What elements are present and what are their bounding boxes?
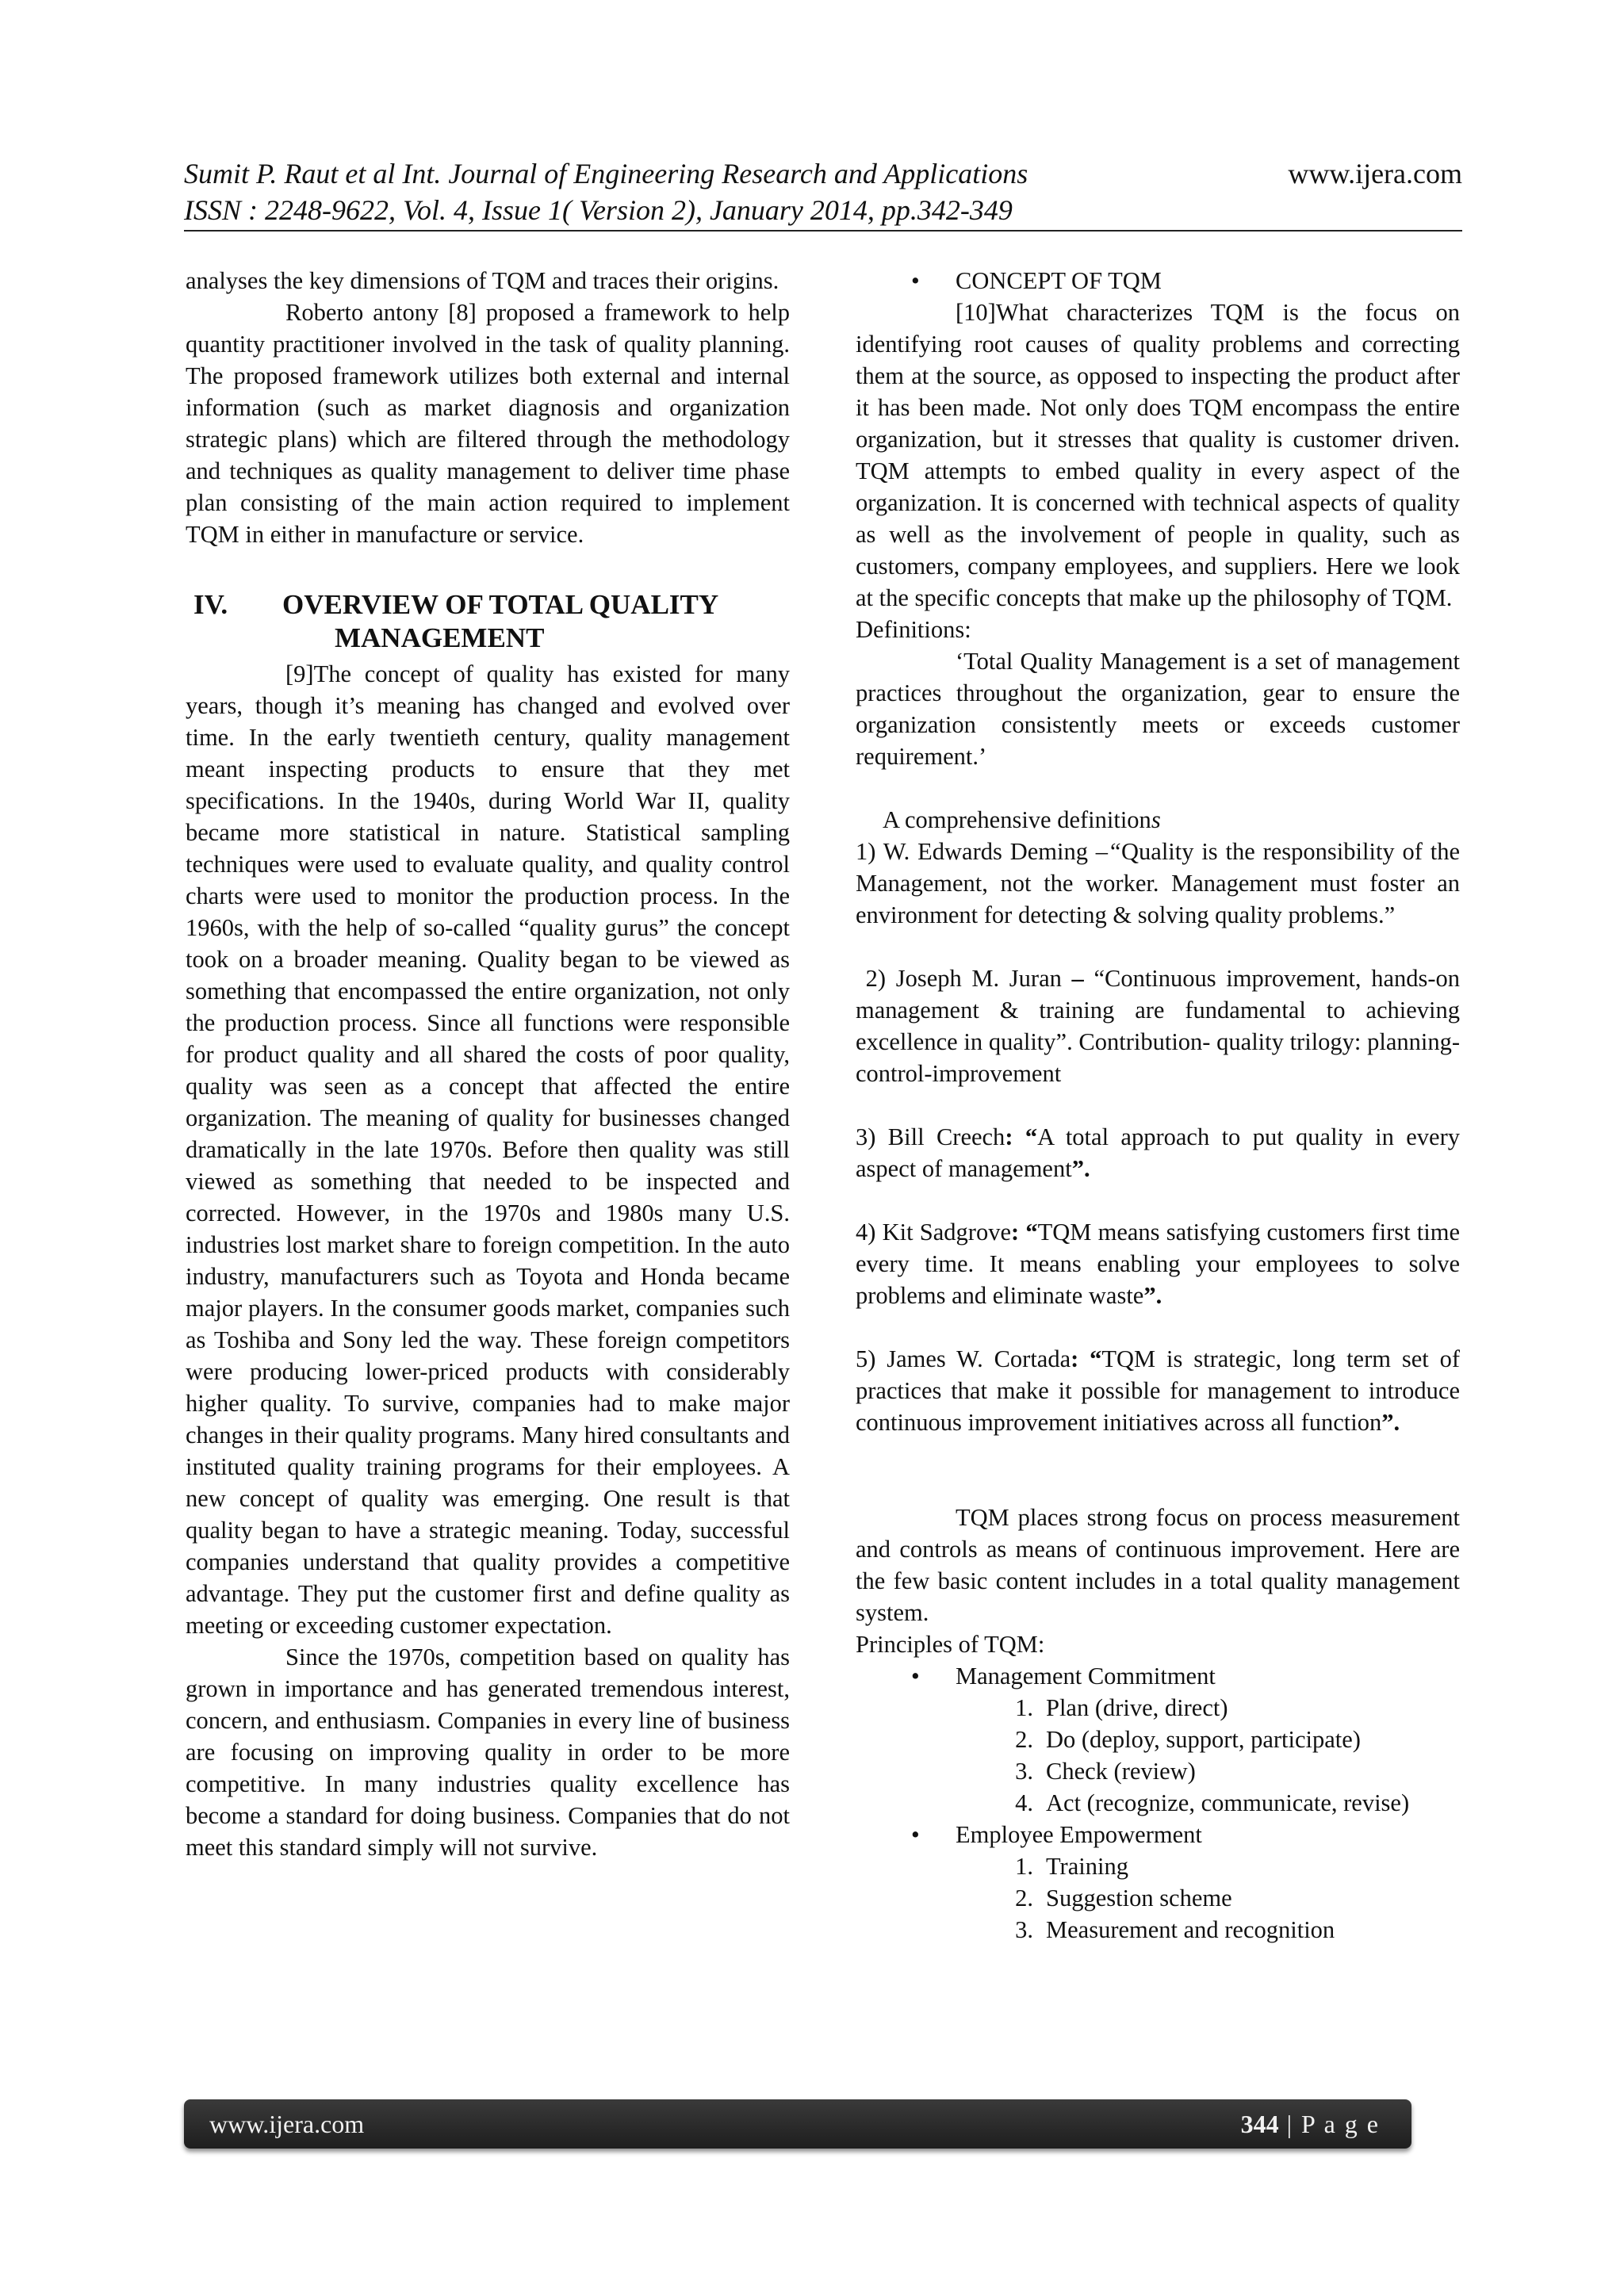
bullet-icon: • [911, 1821, 920, 1848]
comprehensive-definitions-label: A comprehensive definitions [883, 806, 1161, 833]
list-item: 4. Act (recognize, communicate, revise) [1015, 1789, 1410, 1816]
definitions-label: Definitions: [856, 616, 971, 643]
section-heading-overview [186, 588, 790, 655]
issn-line: ISSN : 2248-9622, Vol. 4, Issue 1( Version 2), January 2014, pp.342-349 [184, 194, 1013, 226]
definition-creech: 3) Bill Creech: “A total approach to put quality in every aspect of management”. [856, 1123, 1460, 1182]
list-item: 1. Training [1015, 1853, 1128, 1880]
definition-juran: 2) Joseph M. Juran – “Continuous improvement, hands-on management & training are fundamental to achieving excellence in quality”. Contribution- quality trilogy: planning-control-improvement [856, 965, 1461, 1087]
running-header [184, 155, 1462, 228]
paragraph-origins: analyses the key dimensions of TQM and traces their origins. [186, 267, 779, 294]
bullet-icon: • [911, 1663, 920, 1689]
list-item: 3. Measurement and recognition [1015, 1916, 1335, 1943]
list-item: 2. Do (deploy, support, participate) [1015, 1726, 1361, 1753]
footer-website: www.ijera.com [209, 2110, 365, 2138]
journal-citation-line: Sumit P. Raut et al Int. Journal of Engineering Research and Applications [184, 158, 1028, 189]
section-number: IV. [193, 589, 228, 620]
definition-quote: ‘Total Quality Management is a set of management practices throughout the organization, gear to ensure the organization consistently meets or exceeds customer requirement.’ [856, 648, 1460, 770]
paragraph-concept: [10]What characterizes TQM is the focus on identifying root causes of quality problems and correcting them at the source, as opposed to inspecting the product after it has been made. Not only does TQM encompass the entire organization, but it stresses that quality is customer driven. TQM attempts to embed quality in every aspect of the organization. It is concerned with technical aspects of quality as well as the involvement of people in quality, such as customers, company employees, and suppliers. Here we look at the specific concepts that make up the philosophy of TQM. [856, 299, 1460, 611]
definition-sadgrove: 4) Kit Sadgrove: “TQM means satisfying customers first time every time. It means enabling your employees to solve problems and eliminate waste”. [856, 1219, 1460, 1309]
principle-bullet [856, 1660, 1460, 1692]
paragraph-process-focus: TQM places strong focus on process measurement and controls as means of continuous improvement. Here are the few basic content includes in a total quality management system. [856, 1504, 1460, 1626]
definition-deming: 1) W. Edwards Deming –“Quality is the responsibility of the Management, not the worker. Management must foster an environment for detecting & solving quality problems.” [856, 838, 1461, 928]
page-footer [184, 2099, 1411, 2149]
principles-label: Principles of TQM: [856, 1631, 1045, 1658]
bullet-icon: • [911, 267, 920, 294]
paragraph-competition: Since the 1970s, competition based on quality has grown in importance and has generated tremendous interest, concern, and enthusiasm. Companies in every line of business are focusing on improving quality in order to be more competitive. In many industries quality excellence has become a standard for doing business. Companies that do not meet this standard simply will not survive. [186, 1644, 790, 1861]
header-divider [184, 230, 1462, 232]
list-item: 1. Plan (drive, direct) [1015, 1694, 1228, 1721]
header-website: www.ijera.com [1288, 158, 1462, 189]
section-title-line2: MANAGEMENT [335, 622, 545, 653]
concept-bullet [856, 265, 1460, 297]
section-title-line1: OVERVIEW OF TOTAL QUALITY [282, 589, 719, 620]
paragraph-antony-framework: Roberto antony [8] proposed a framework to help quantity practitioner involved in the task of quality planning. The proposed framework utilizes both external and internal information (such as market diagnosis and organization strategic plans) which are filtered through the methodology and techniques as quality management to deliver time phase plan consisting of the main action required to implement TQM in either in manufacture or service. [186, 299, 790, 548]
principle-title: Employee Empowerment [956, 1821, 1202, 1848]
list-item: 3. Check (review) [1015, 1758, 1196, 1785]
left-column [186, 265, 790, 1863]
principle-title: Management Commitment [956, 1663, 1216, 1689]
paragraph-quality-history: [9]The concept of quality has existed for many years, though it’s meaning has changed and evolved over time. In the early twentieth century, quality management meant inspecting products to ensure that they met specifications. In the 1940s, during World War II, quality became more statistical in nature. Statistical sampling techniques were used to evaluate quality, and quality control charts were used to monitor the production process. In the 1960s, with the help of so-called “quality gurus” the concept took on a broader meaning. Quality began to be viewed as something that encompassed the entire organization, not only the production process. Since all functions were responsible for product quality and all shared the costs of poor quality, quality was seen as a concept that affected the entire organization. The meaning of quality for businesses changed dramatically in the late 1970s. Before then quality was still viewed as something that needed to be inspected and corrected. However, in the 1970s and 1980s many U.S. industries lost market share to foreign competition. In the auto industry, manufacturers such as Toyota and Honda became major players. In the consumer goods market, companies such as Toshiba and Sony led the way. These foreign competitors were producing lower-priced products with considerably higher quality. To survive, companies had to make major changes in their quality programs. Many hired consultants and instituted quality training programs for their employees. A new concept of quality was emerging. One result is that quality began to have a strategic meaning. Today, successful companies understand that quality provides a competitive advantage. They put the customer first and define quality as meeting or exceeding customer expectation. [186, 660, 790, 1639]
page-number: 344 | P a g e [1240, 2110, 1380, 2138]
concept-title: CONCEPT OF TQM [956, 267, 1162, 294]
definition-cortada: 5) James W. Cortada: “TQM is strategic, long term set of practices that make it possible for management to introduce continuous improvement initiatives across all function”. [856, 1345, 1460, 1436]
list-item: 2. Suggestion scheme [1015, 1885, 1232, 1911]
principle-bullet [856, 1819, 1460, 1850]
right-column [856, 265, 1460, 1946]
